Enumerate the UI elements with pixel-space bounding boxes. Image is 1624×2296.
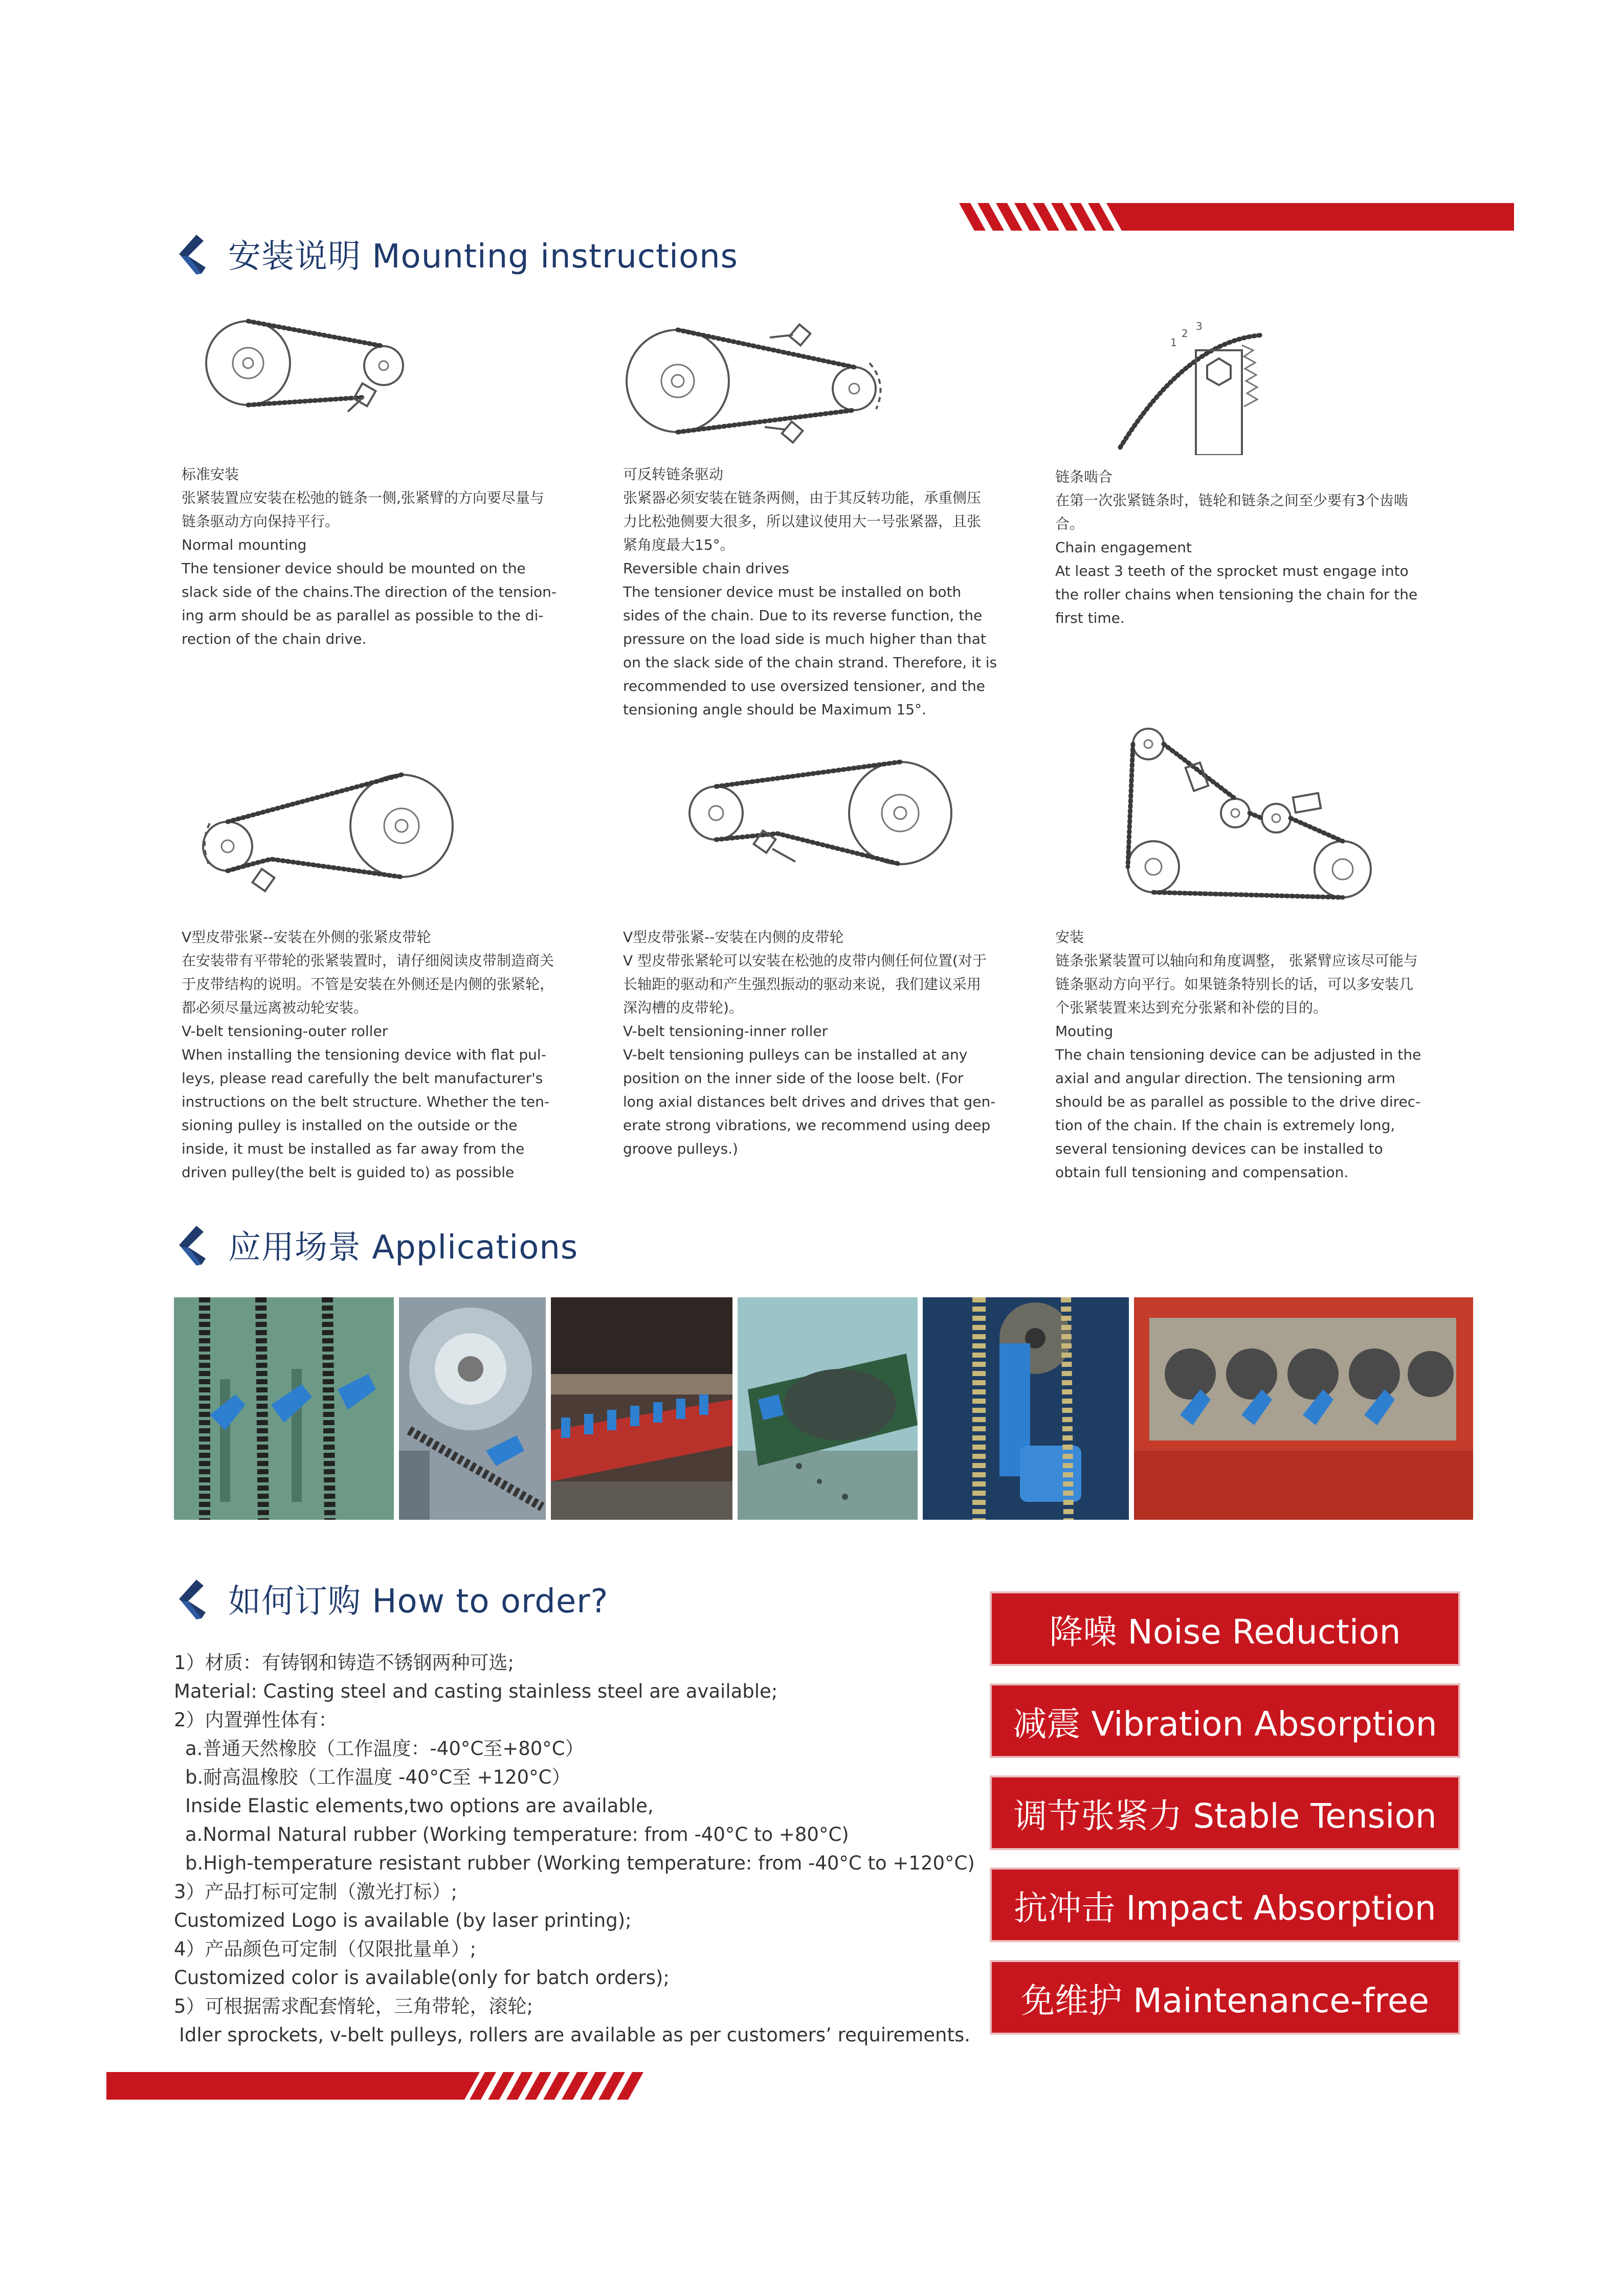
order-line: a.Normal Natural rubber (Working temperature: from -40°C to +80°C) [185, 1824, 849, 1845]
mounting-text-chain-engagement: 链条啮合 在第一次张紧链条时，链轮和链条之间至少要有3个齿啮 合。 Chain engagement At least 3 teeth of the sprocket must engage into the roller chains when tensioning the chain for the first time. [1055, 468, 1418, 626]
order-line: a.普通天然橡胶（工作温度：-40°C至+80°C） [185, 1738, 584, 1760]
application-photo-conveyor [738, 1297, 918, 1520]
order-line: Customized Logo is available (by laser printing); [174, 1909, 632, 1931]
wrench-icon [174, 1578, 215, 1619]
mounting-text-normal: 标准安装 张紧装置应安装在松弛的链条一侧,张紧臂的方向要尽量与 链条驱动方向保持平行。 Normal mounting The tensioner device should be mounted on the slack side of the chains.The direction of the tension- ing arm should be as parallel as possible to the di- rection of the chain drive. [182, 466, 557, 647]
diagram-vbelt-outer [189, 762, 455, 900]
bottom-stripe-decoration [106, 2072, 643, 2100]
engage-label-1: 1 [1170, 336, 1177, 349]
diagram-normal-mounting [194, 309, 419, 427]
diagram-multiple-tensioners [1118, 718, 1394, 900]
wrench-icon [174, 1224, 215, 1266]
order-line: Material: Casting steel and casting stainless steel are available; [174, 1680, 778, 1702]
order-details [174, 1649, 975, 2050]
order-line: Customized color is available(only for batch orders); [174, 1967, 670, 1989]
wrench-icon [174, 233, 215, 275]
mounting-text-reversible: 可反转链条驱动 张紧器必须安装在链条两侧，由于其反转功能，承重侧压 力比松弛侧要大很多，所以建议使用大一号张紧器，且张 紧角度最大15°。 Reversible chain drives The tensioner device must be installed on both sides of the chain. Due to its reverse function, the pressure on the load side is much higher than that on the slack side of the chain strand. Therefore, it is recommended to use oversized tensioner, and the tensioning angle should be Maximum 15°. [623, 466, 997, 718]
application-photo-sprocket-closeup [923, 1297, 1129, 1520]
order-line: b.耐高温橡胶（工作温度 -40°C至 +120°C） [185, 1766, 571, 1788]
application-photo-chain-panel [174, 1297, 394, 1520]
feature-impact-absorption: 抗冲击 Impact Absorption [990, 1867, 1460, 1942]
mounting-text-vbelt-outer: V型皮带张紧--安装在外侧的张紧皮带轮 在安装带有平带轮的张紧装置时，请仔细阅读皮带制造商关 于皮带结构的说明。不管是安装在外侧还是内侧的张紧轮， 都必须尽量远离被动轮安装。 V-belt tensioning-outer roller When installing the tensioning device with flat pul- leys, please read carefully the belt manufacturer's instructions on the belt structure. Whether the ten- sioning pulley is installed on the outside or the inside, it must be installed as far away from the driven pulley(the belt is guided to) as possible [182, 929, 554, 1181]
application-photo-red-machine [1134, 1297, 1473, 1520]
application-photo-sprocket-drive [399, 1297, 546, 1520]
order-line: 2）内置弹性体有： [174, 1709, 338, 1731]
diagram-chain-engagement [1110, 320, 1294, 455]
feature-stable-tension: 调节张紧力 Stable Tension [990, 1775, 1460, 1850]
mounting-heading: 安装说明 Mounting instructions [174, 230, 738, 277]
order-heading: 如何订购 How to order? [174, 1575, 609, 1622]
order-line: Inside Elastic elements,two options are available, [185, 1795, 654, 1817]
diagram-vbelt-inner [675, 757, 962, 885]
applications-heading: 应用场景 Applications [174, 1221, 578, 1268]
engage-label-3: 3 [1196, 320, 1203, 332]
order-line: 3）产品打标可定制（激光打标）; [174, 1881, 458, 1903]
mounting-text-vbelt-inner: V型皮带张紧--安装在内侧的皮带轮 V 型皮带张紧轮可以安装在松弛的皮带内侧任何位置(对于 长轴距的驱动和产生强烈振动的驱动来说，我们建议采用 深沟槽的皮带轮)。 V-belt tensioning-inner roller V-belt tensioning pulleys can be installed at any position on the inner side of the loose belt. (For long axial distances belt drives and drives that gen- erate strong vibrations, we recommend using deep groove pulleys.) [623, 929, 996, 1157]
order-line: 4）产品颜色可定制（仅限批量单）; [174, 1938, 477, 1960]
top-stripe-decoration [959, 203, 1514, 231]
diagram-reversible-drive [621, 307, 898, 450]
feature-maintenance-free: 免维护 Maintenance-free [990, 1960, 1460, 2035]
order-line: Idler sprockets, v-belt pulleys, rollers are available as per customers’ requirements. [179, 2024, 971, 2046]
application-photo-production-line [551, 1297, 732, 1520]
feature-vibration-absorption: 减震 Vibration Absorption [990, 1683, 1460, 1758]
feature-noise-reduction: 降噪 Noise Reduction [990, 1591, 1460, 1666]
mounting-text-multiple: 安装 链条张紧装置可以轴向和角度调整， 张紧臂应该尽可能与 链条驱动方向平行。如果链条特别长的话，可以多安装几 个张紧装置来达到充分张紧和补偿的目的。 Mouting The chain tensioning device can be adjusted in the axial and angular direction. The tensioning arm should be as parallel as possible to the drive direc- tion of the chain. If the chain is extremely long, several tensioning devices can be installed to obtain full tensioning and compensation. [1055, 929, 1421, 1181]
order-line: b.High-temperature resistant rubber (Working temperature: from -40°C to +120°C) [185, 1852, 975, 1874]
order-line: 5）可根据需求配套惰轮，三角带轮，滚轮; [174, 1995, 533, 2017]
engage-label-2: 2 [1182, 327, 1188, 340]
order-line: 1）材质：有铸钢和铸造不锈钢两种可选; [174, 1652, 515, 1674]
